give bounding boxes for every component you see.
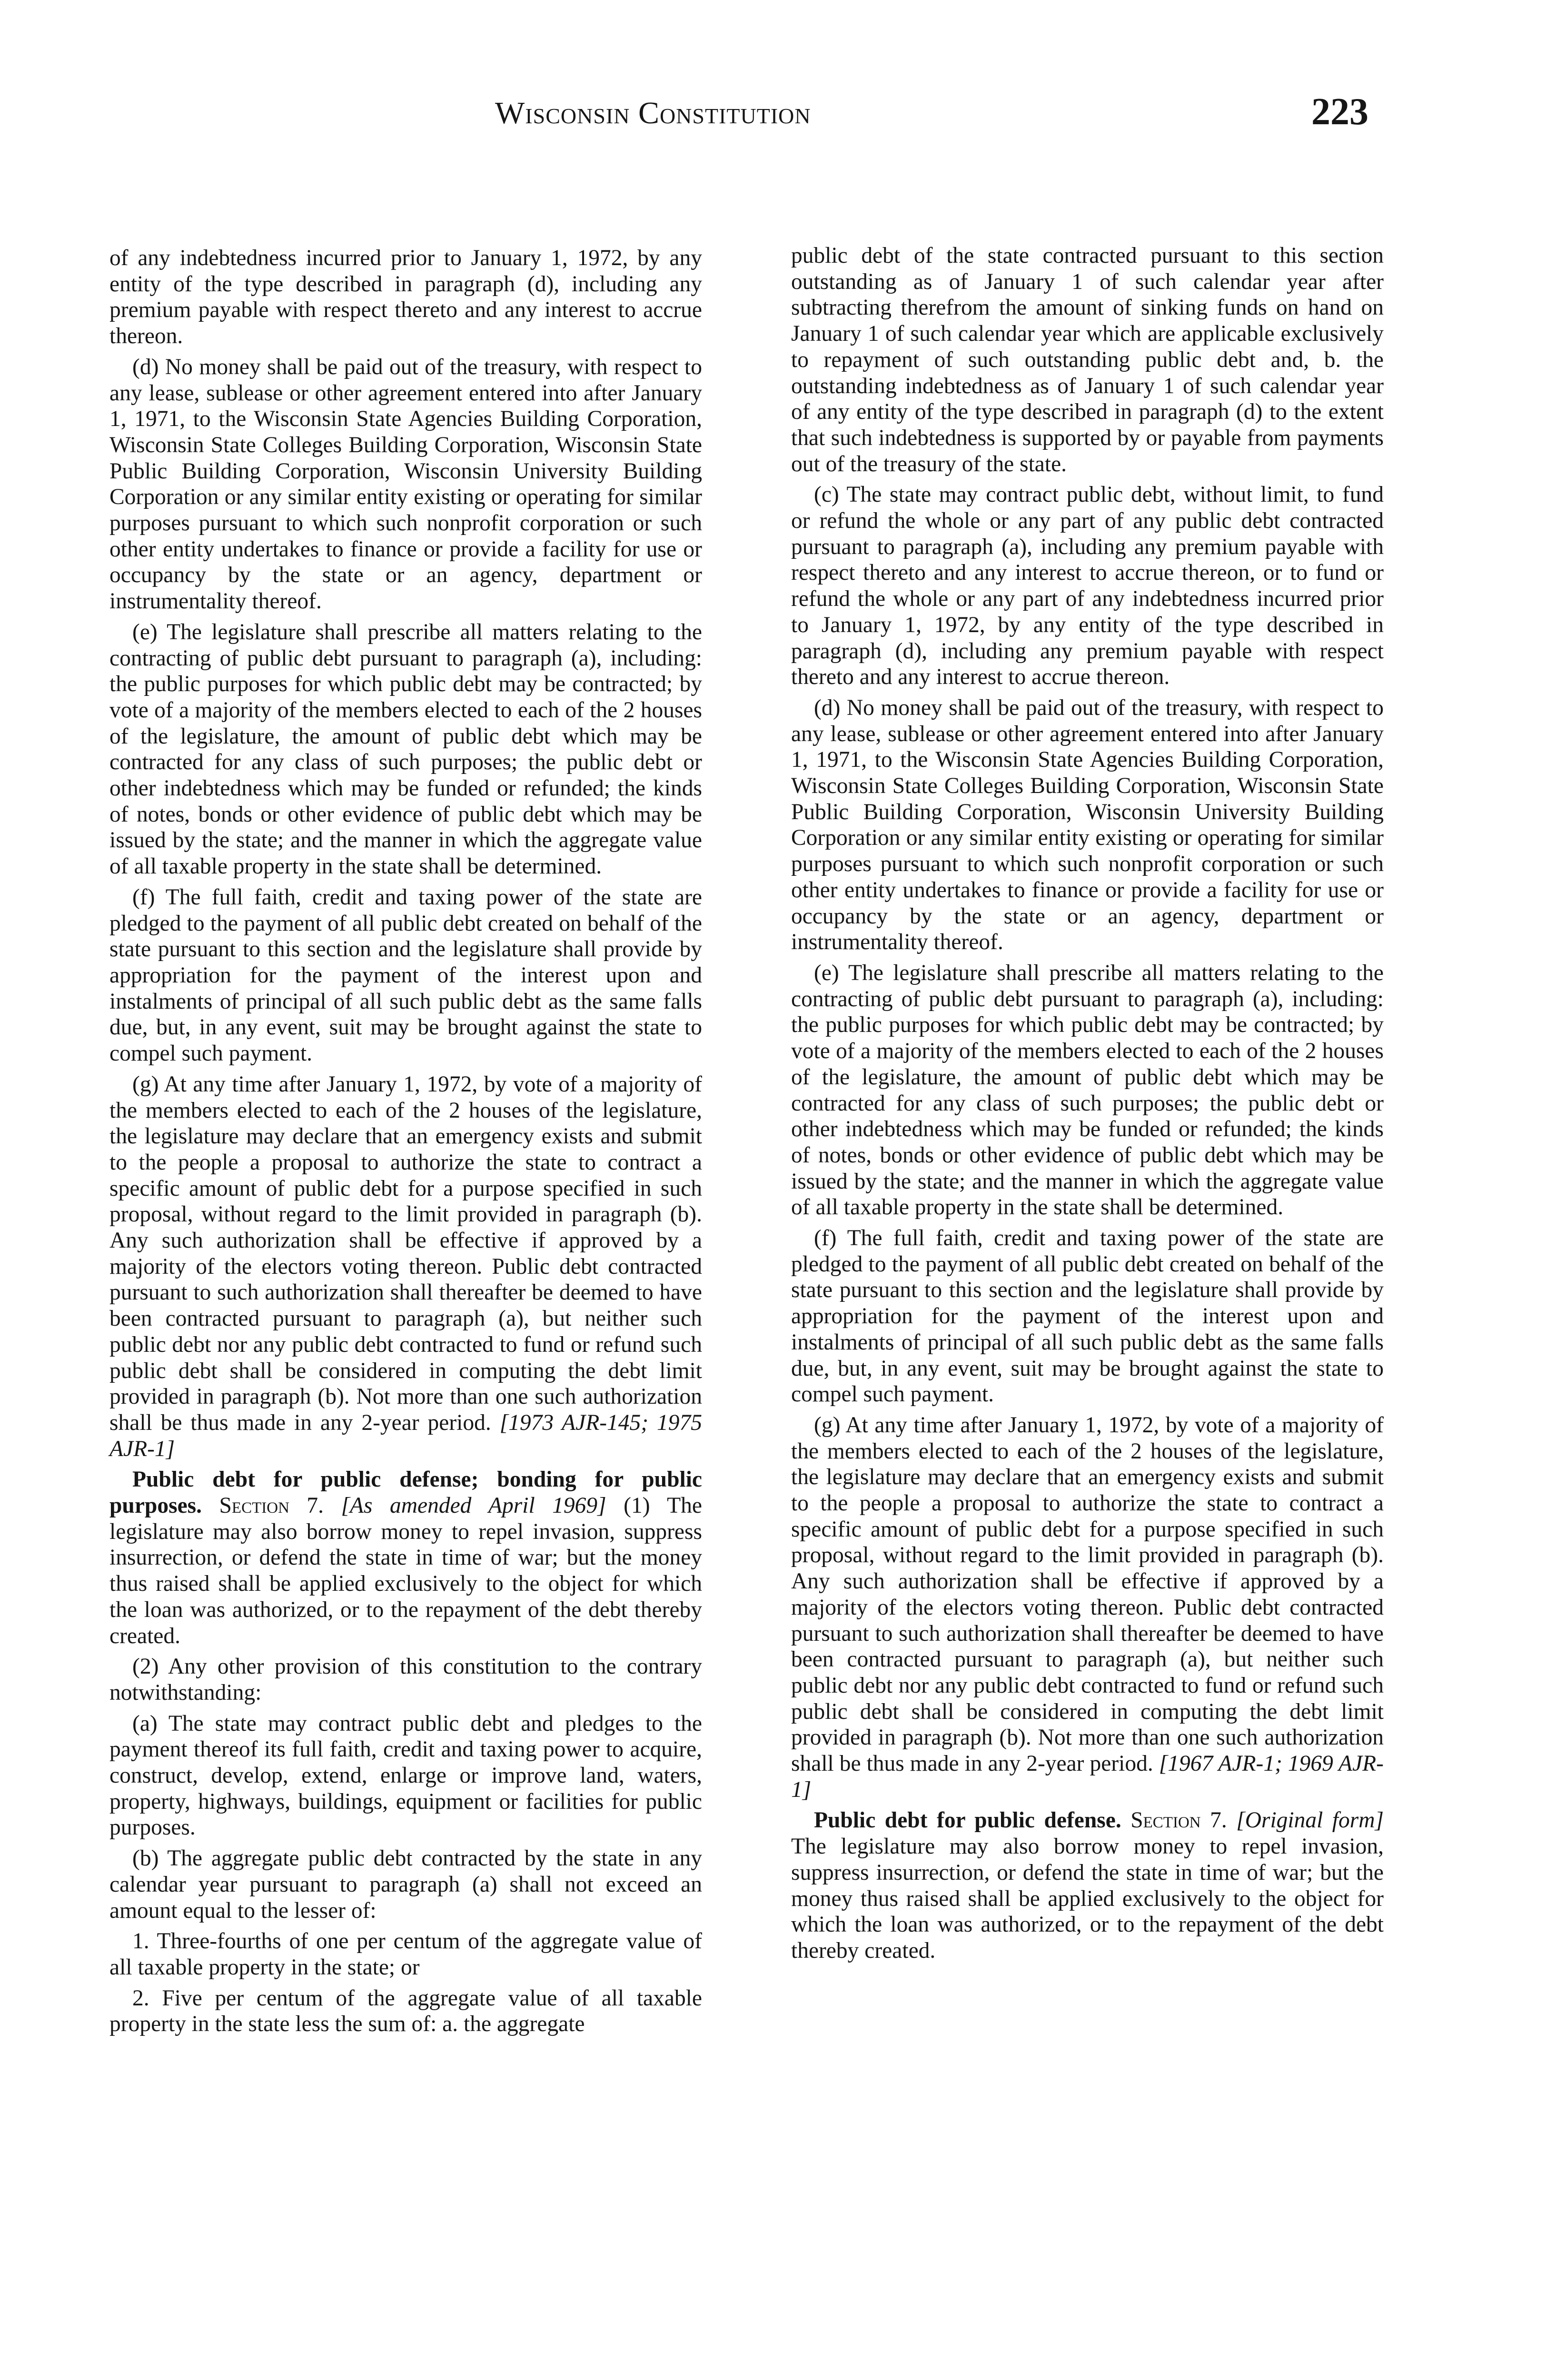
paragraph-d: (d) No money shall be paid out of the treasury, with respect to any lease, sublease or other agreement entered into after January 1, 1971, to the Wisconsin State Agencies Building Corporation, Wisconsin State Colleges Building Corporation, Wisconsin State Public Building Corporation, Wisconsin University Building Corporation or any similar entity existing or operating for similar purposes pursuant to which such nonprofit corporation or such other entity undertakes to finance or provide a facility for use or occupancy by the state or an agency, department or instrumentality thereof.	[109, 354, 702, 614]
amendment-note: [As amended April 1969]	[341, 1493, 606, 1518]
section-heading: Public debt for public defense.	[814, 1808, 1121, 1833]
section-heading: Public debt for public defense; bonding for public purposes.	[109, 1467, 702, 1518]
section-7-paragraph	[791, 1807, 1384, 1964]
paragraph-e: (e) The legislature shall prescribe all matters relating to the contracting of public debt pursuant to paragraph (a), including: the public purposes for which public debt may be contracted; by vote of a majority of the members elected to each of the 2 houses of the legislature, the amount of public debt which may be contracted for any class of such purposes; the public debt or other indebtedness which may be funded or refunded; the kinds of notes, bonds or other evidence of public debt which may be issued by the state; and the manner in which the aggregate value of all taxable property in the state shall be determined.	[109, 619, 702, 879]
citation: [1967 AJR-1; 1969 AJR-1]	[791, 1751, 1384, 1802]
amendment-note: [Original form]	[1236, 1808, 1384, 1833]
paragraph-continuation: public debt of the state contracted pursuant to this section outstanding as of January 1 of such calendar year after subtracting therefrom the amount of sinking funds on hand on January 1 of such calendar year which are applicable exclusively to repayment of such outstanding public debt and, b. the outstanding indebtedness as of January 1 of such calendar year of any entity of the type described in paragraph (d) to the extent that such indebtedness is supported by or payable from payments out of the treasury of the state.	[791, 243, 1384, 476]
paragraph-e: (e) The legislature shall prescribe all matters relating to the contracting of public debt pursuant to paragraph (a), including: the public purposes for which public debt may be contracted; by vote of a majority of the members elected to each of the 2 houses of the legislature, the amount of public debt which may be contracted for any class of such purposes; the public debt or other indebtedness which may be funded or refunded; the kinds of notes, bonds or other evidence of public debt which may be issued by the state; and the manner in which the aggregate value of all taxable property in the state shall be determined.	[791, 960, 1384, 1220]
section-number: Section 7.	[1130, 1808, 1227, 1833]
paragraph-2: (2) Any other provision of this constitution to the contrary notwithstanding:	[109, 1654, 702, 1705]
citation: [1973 AJR-145; 1975 AJR-1]	[109, 1410, 702, 1461]
section-text: (1) The legislature may also borrow money to repel invasion, suppress insurrection, or defend the state in time of war; but the money thus raised shall be applied exclusively to the object for which the loan was authorized, or to the repayment of the debt thereby created.	[109, 1493, 702, 1648]
paragraph-b-2: 2. Five per centum of the aggregate value of all taxable property in the state less the sum of: a. the aggregate	[109, 1985, 702, 2037]
paragraph-g-text: (g) At any time after January 1, 1972, by vote of a majority of the members elected to each of the 2 houses of the legislature, the legislature may declare that an emergency exists and submit to the people a proposal to authorize the state to contract a specific amount of public debt for a purpose specified in such proposal, without regard to the limit provided in paragraph (b). Any such authorization shall be effective if approved by a majority of the electors voting thereon. Public debt contracted pursuant to such authorization shall thereafter be deemed to have been contracted pursuant to paragraph (a), but neither such public debt nor any public debt contracted to fund or refund such public debt shall be considered in computing the debt limit provided in paragraph (b). Not more than one such authorization shall be thus made in any 2-year period.	[791, 1412, 1384, 1776]
paragraph-f: (f) The full faith, credit and taxing power of the state are pledged to the payment of all public debt created on behalf of the state pursuant to this section and the legislature shall provide by appropriation for the payment of the interest upon and instalments of principal of all such public debt as the same falls due, but, in any event, suit may be brought against the state to compel such payment.	[791, 1226, 1384, 1407]
paragraph-g-text: (g) At any time after January 1, 1972, by vote of a majority of the members elected to each of the 2 houses of the legislature, the legislature may declare that an emergency exists and submit to the people a proposal to authorize the state to contract a specific amount of public debt for a purpose specified in such proposal, without regard to the limit provided in paragraph (b). Any such authorization shall be effective if approved by a majority of the electors voting thereon. Public debt contracted pursuant to such authorization shall thereafter be deemed to have been contracted pursuant to paragraph (a), but neither such public debt nor any public debt contracted to fund or refund such public debt shall be considered in computing the debt limit provided in paragraph (b). Not more than one such authorization shall be thus made in any 2-year period.	[109, 1071, 702, 1435]
paragraph-d: (d) No money shall be paid out of the treasury, with respect to any lease, sublease or other agreement entered into after January 1, 1971, to the Wisconsin State Agencies Building Corporation, Wisconsin State Colleges Building Corporation, Wisconsin State Public Building Corporation, Wisconsin University Building Corporation or any similar entity existing or operating for similar purposes pursuant to which such nonprofit corporation or such other entity undertakes to finance or provide a facility for use or occupancy by the state or an agency, department or instrumentality thereof.	[791, 695, 1384, 955]
paragraph-continuation: of any indebtedness incurred prior to January 1, 1972, by any entity of the type described in paragraph (d), including any premium payable with respect thereto and any interest to accrue thereon.	[109, 246, 702, 349]
running-head-title: Wisconsin Constitution	[495, 96, 811, 130]
section-number: Section 7.	[219, 1493, 324, 1518]
left-column	[109, 245, 702, 2042]
paragraph-g	[109, 1071, 702, 1462]
paragraph-c: (c) The state may contract public debt, without limit, to fund or refund the whole or any part of any public debt contracted pursuant to paragraph (a), including any premium payable with respect thereto and any interest to accrue thereon, or to fund or refund the whole or any part of any indebtedness incurred prior to January 1, 1972, by any entity of the type described in paragraph (d), including any premium payable with respect thereto and any interest to accrue thereon.	[791, 482, 1384, 690]
paragraph-b: (b) The aggregate public debt contracted by the state in any calendar year pursuant to paragraph (a) shall not exceed an amount equal to the lesser of:	[109, 1846, 702, 1923]
paragraph-g	[791, 1412, 1384, 1803]
paragraph-b-1: 1. Three-fourths of one per centum of the aggregate value of all taxable property in the state; or	[109, 1929, 702, 1980]
section-text: The legislature may also borrow money to repel invasion, suppress insurrection, or defend the state in time of war; but the money thus raised shall be applied exclusively to the object for which the loan was authorized, or to the repayment of the debt thereby created.	[791, 1834, 1384, 1963]
page-number: 223	[1311, 91, 1368, 133]
section-7-paragraph	[109, 1467, 702, 1649]
right-column	[791, 243, 1384, 1969]
paragraph-f: (f) The full faith, credit and taxing power of the state are pledged to the payment of all public debt created on behalf of the state pursuant to this section and the legislature shall provide by appropriation for the payment of the interest upon and instalments of principal of all such public debt as the same falls due, but, in any event, suit may be brought against the state to compel such payment.	[109, 884, 702, 1066]
paragraph-a: (a) The state may contract public debt and pledges to the payment thereof its full faith, credit and taxing power to acquire, construct, develop, extend, enlarge or improve land, waters, property, highways, buildings, equipment or facilities for public purposes.	[109, 1711, 702, 1840]
